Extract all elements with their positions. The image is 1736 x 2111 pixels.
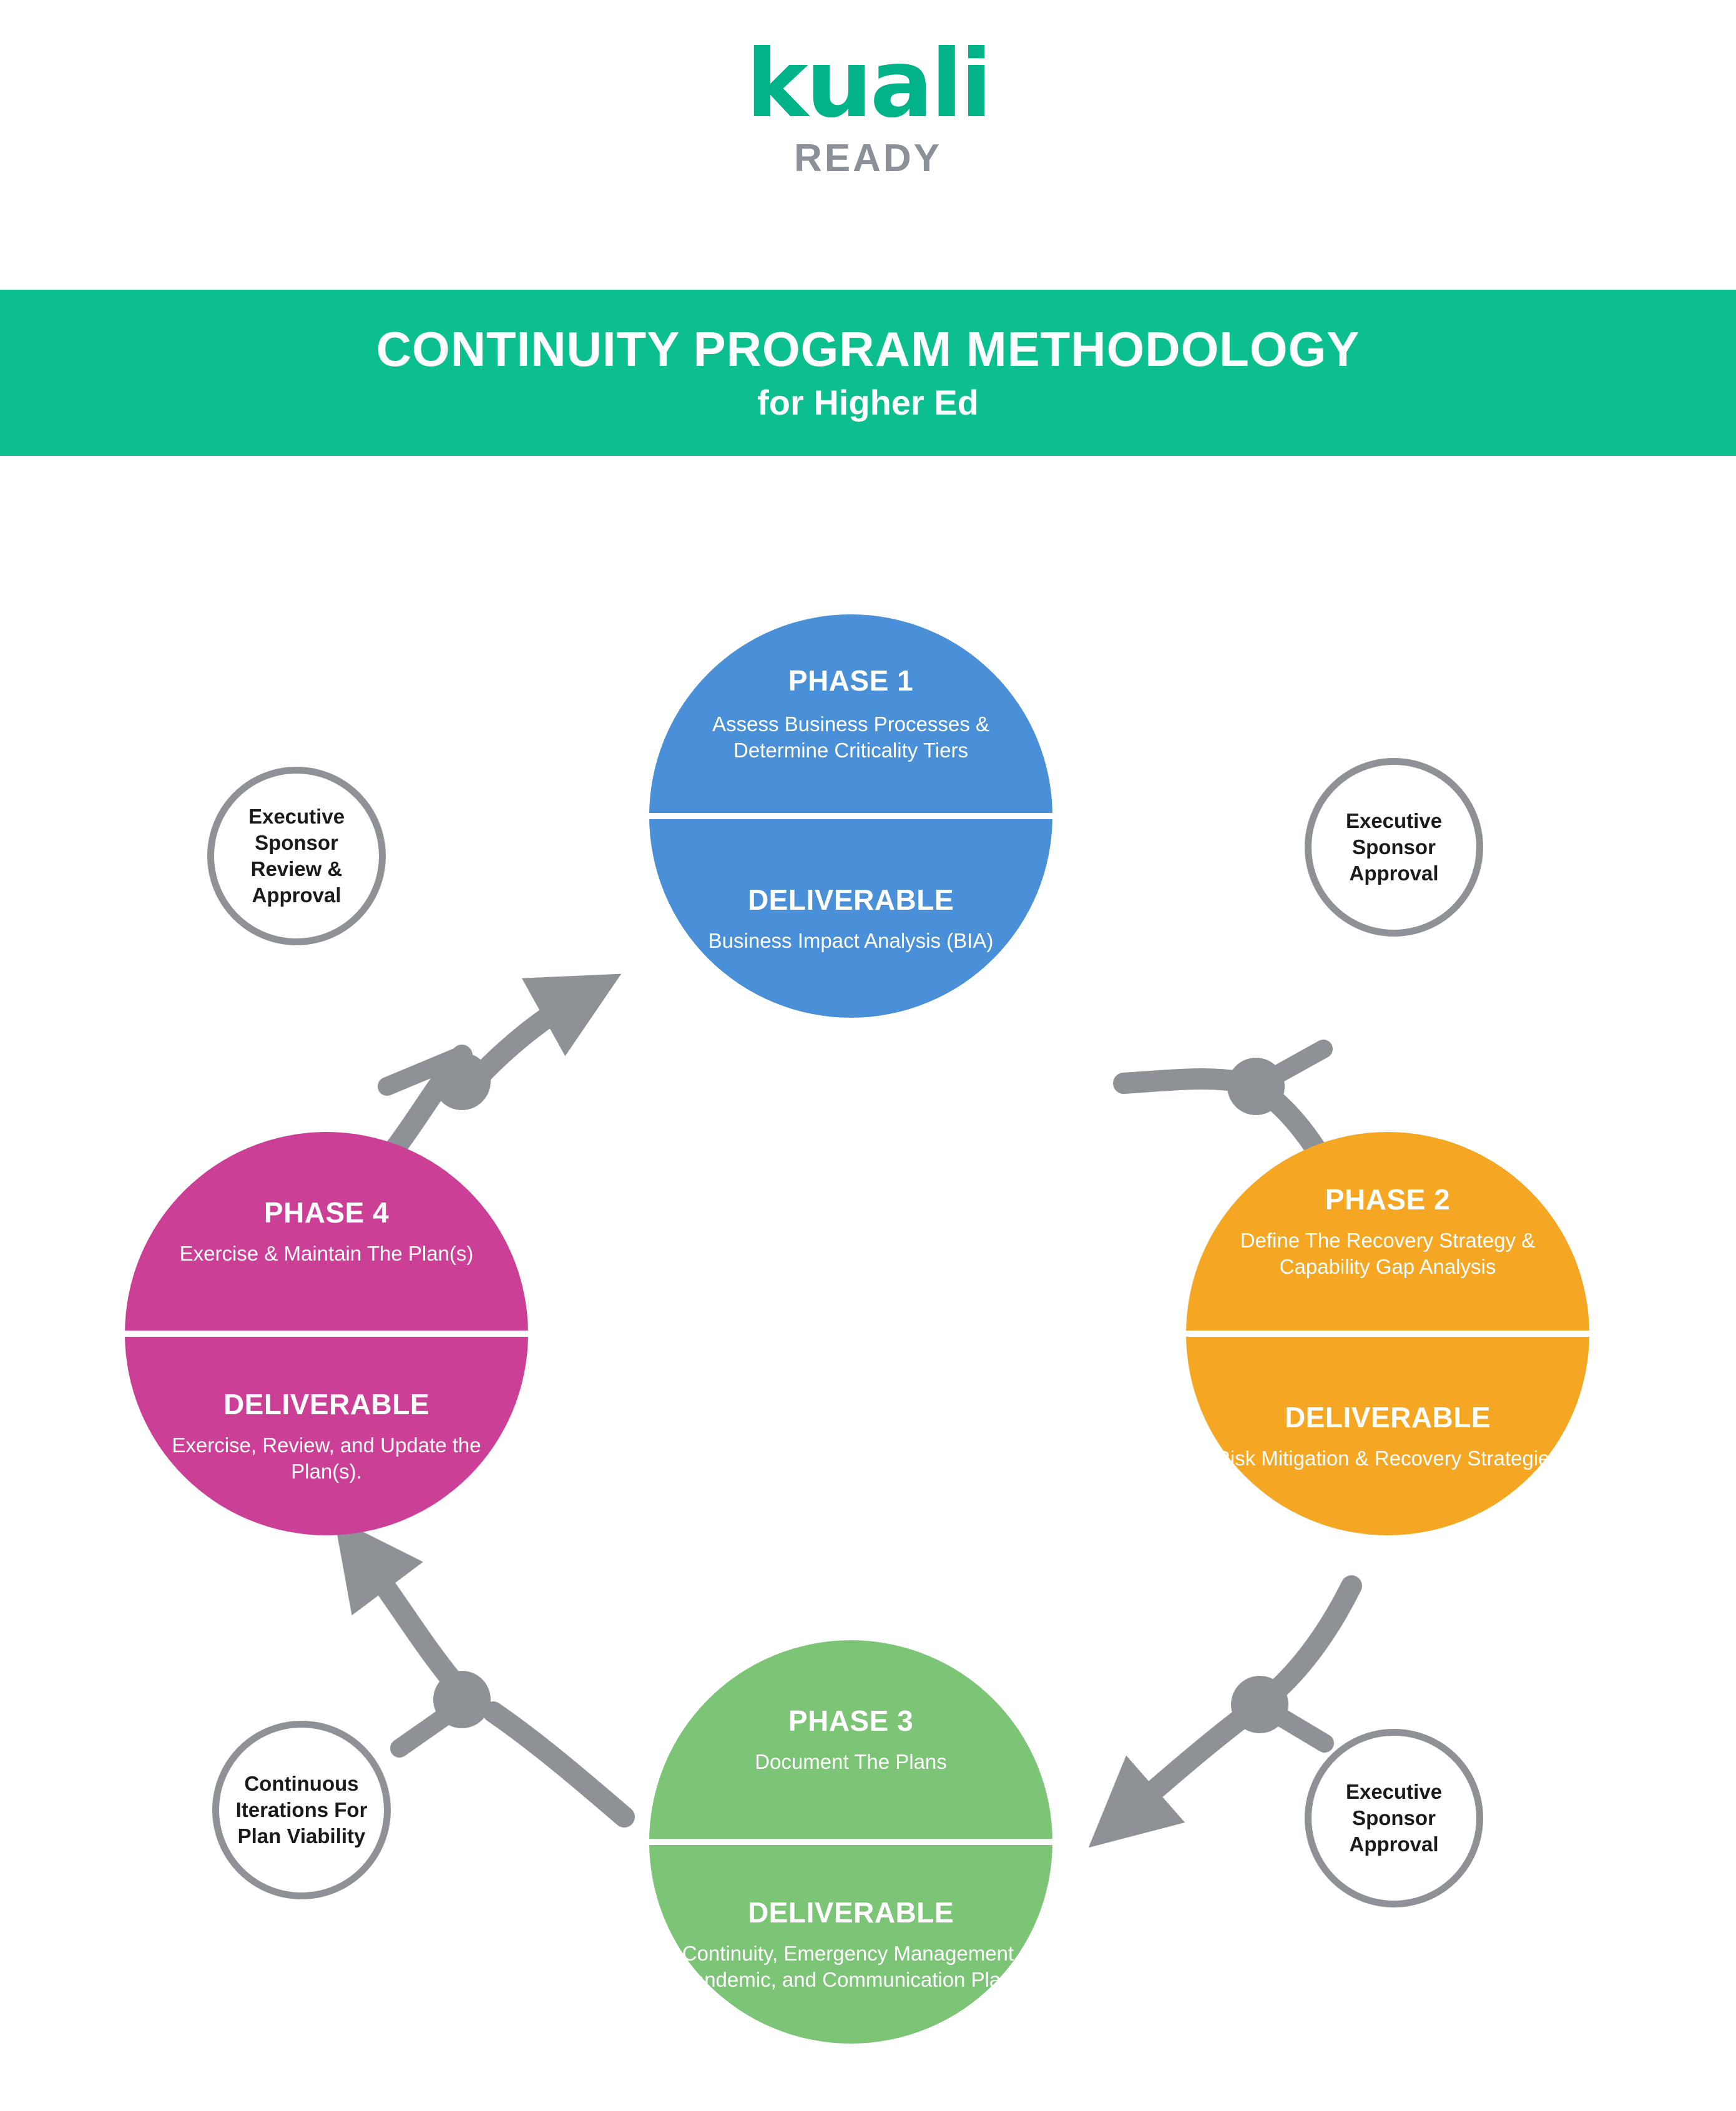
phase-3-divider	[649, 1839, 1052, 1845]
methodology-cycle-diagram	[0, 456, 1736, 2111]
phase-4-node[interactable]	[125, 1132, 528, 1535]
phase-2-deliverable-text: Risk Mitigation & Recovery Strategies	[1215, 1446, 1561, 1470]
gate-continuous-iterations[interactable]	[212, 1721, 391, 1899]
phase-2-deliverable-label: DELIVERABLE	[1284, 1400, 1491, 1434]
phase-1-title: PHASE 1	[788, 664, 914, 697]
phase-4-description: Exercise & Maintain The Plan(s)	[179, 1241, 474, 1265]
phase-1-deliverable-label: DELIVERABLE	[747, 883, 954, 916]
phase-4-deliverable-text: Exercise, Review, and Update the Plan(s).	[172, 1433, 481, 1483]
gate-executive-sponsor-approval-phase2[interactable]	[1305, 758, 1483, 937]
gate-executive-sponsor-review-approval[interactable]	[207, 767, 386, 945]
gate-4-label: Continuous Iterations For Plan Viability	[235, 1771, 368, 1848]
gate-2-label: Executive Sponsor Approval	[1345, 809, 1443, 885]
brand-logo	[0, 30, 1736, 180]
phase-4-divider	[125, 1331, 528, 1337]
phase-1-description: Assess Business Processes & Determine Criticality Tiers	[712, 712, 989, 762]
phase-4-title: PHASE 4	[263, 1196, 390, 1229]
phase-3-title: PHASE 3	[788, 1704, 914, 1737]
phase-2-description: Define The Recovery Strategy & Capability Gap Analysis	[1240, 1228, 1536, 1278]
gate-3-label: Executive Sponsor Approval	[1345, 1779, 1443, 1856]
logo-subtitle: READY	[793, 137, 943, 180]
phase-1-node[interactable]	[649, 614, 1052, 1018]
phase-3-deliverable-label: DELIVERABLE	[747, 1896, 954, 1929]
gate-executive-sponsor-approval-phase3[interactable]	[1305, 1729, 1483, 1907]
logo-wordmark: kuali	[746, 30, 990, 139]
phase-2-node[interactable]	[1186, 1132, 1589, 1535]
arrow-phase3-to-phase4	[362, 1555, 624, 1817]
phase-2-title: PHASE 2	[1325, 1183, 1451, 1216]
page-subtitle: for Higher Ed	[757, 383, 979, 423]
phase-2-divider	[1186, 1331, 1589, 1337]
phase-1-divider	[649, 813, 1052, 819]
phase-1-deliverable-text: Business Impact Analysis (BIA)	[708, 928, 994, 952]
phase-3-deliverable-text: Continuity, Emergency Management, Pandemic, and Communication Plans	[679, 1941, 1023, 1991]
page-title: CONTINUITY PROGRAM METHODOLOGY	[376, 321, 1360, 376]
phase-3-description: Document The Plans	[755, 1749, 947, 1773]
gate-1-label: Executive Sponsor Review & Approval	[248, 804, 345, 907]
phase-3-node[interactable]	[649, 1640, 1052, 2044]
phase-4-deliverable-label: DELIVERABLE	[223, 1387, 430, 1420]
title-banner	[0, 290, 1736, 456]
